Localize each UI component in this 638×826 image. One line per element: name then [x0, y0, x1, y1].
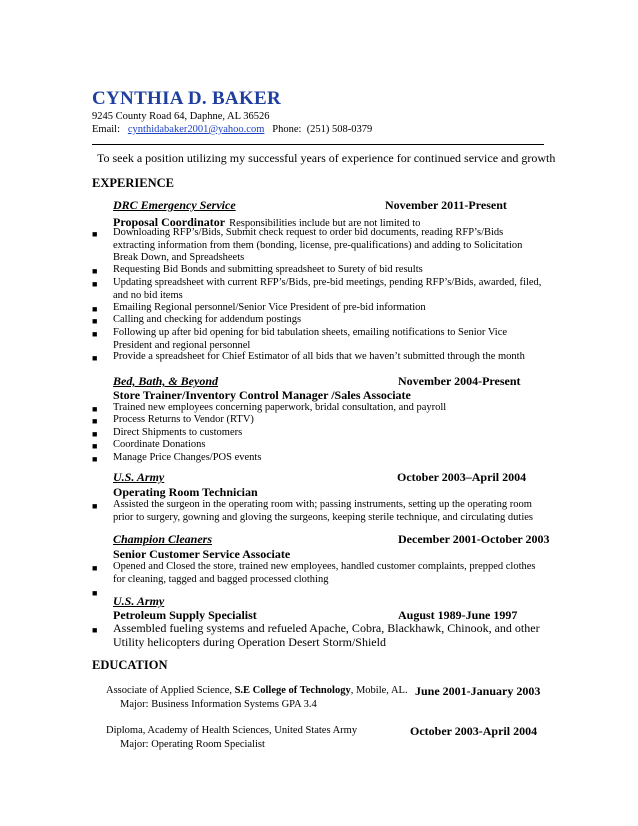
- bullet-icon: ■: [92, 279, 98, 289]
- dates-bbb: November 2004-Present: [398, 374, 521, 388]
- email-link[interactable]: cynthidabaker2001@yahoo.com: [127, 124, 265, 135]
- email-label: Email:: [92, 124, 120, 135]
- title-champion: Senior Customer Service Associate: [113, 547, 291, 561]
- list-item: Assisted the surgeon in the operating room with; passing instruments, setting up the operating room prior to surgery, gowning and gloving the surgeons, keeping sterile technique, and circulating duties: [113, 499, 534, 523]
- dates-army-1: October 2003–April 2004: [397, 470, 527, 484]
- address: 9245 County Road 64, Daphne, AL 36526: [92, 111, 270, 122]
- list-item: Manage Price Changes/POS events: [113, 452, 262, 463]
- experience-heading: EXPERIENCE: [92, 176, 174, 190]
- employer-champion: Champion Cleaners: [113, 532, 213, 546]
- title-bbb: Store Trainer/Inventory Control Manager /Sales Associate: [113, 388, 411, 402]
- phone-number: (251) 508-0379: [306, 124, 373, 135]
- list-item: Opened and Closed the store, trained new employees, handled customer complaints, prepped clothes for cleaning, tagged and bagged processed clothing: [113, 561, 536, 585]
- phone-label: Phone:: [272, 124, 302, 135]
- education-item-2: Diploma, Academy of Health Sciences, United States Army: [106, 725, 358, 736]
- objective: To seek a position utilizing my successful years of experience for continued service and growth: [97, 151, 556, 165]
- dates-army-2: August 1989-June 1997: [398, 608, 518, 622]
- employer-army-2: U.S. Army: [113, 594, 165, 608]
- bullet-icon: ■: [92, 588, 98, 598]
- school: S.E College of Technology: [234, 685, 351, 696]
- title-army-2: Petroleum Supply Specialist: [113, 608, 257, 622]
- employer-bbb: Bed, Bath, & Beyond: [113, 374, 219, 388]
- bullet-icon: ■: [92, 316, 98, 326]
- bullet-icon: ■: [92, 454, 98, 464]
- dates-champion: December 2001-October 2003: [398, 532, 550, 546]
- list-item: Coordinate Donations: [113, 439, 206, 450]
- bullet-icon: ■: [92, 501, 98, 511]
- resume-name: CYNTHIA D. BAKER: [92, 88, 282, 109]
- list-item: Process Returns to Vendor (RTV): [113, 414, 254, 425]
- degree: Associate of Applied Science,: [106, 685, 232, 696]
- header-divider: [92, 144, 544, 145]
- bullet-icon: ■: [92, 329, 98, 339]
- bullet-icon: ■: [92, 625, 98, 635]
- bullet-icon: ■: [92, 441, 98, 451]
- contact-line: [92, 123, 372, 136]
- list-item: Following up after bid opening for bid tabulation sheets, emailing notifications to Senior Vice President and regional personnel: [113, 327, 508, 351]
- job-title-detail: Responsibilities include but are not limited to: [229, 218, 421, 229]
- location: , Mobile, AL.: [350, 685, 408, 696]
- bullet-icon: ■: [92, 429, 98, 439]
- education-item-1: [106, 685, 408, 696]
- education-major-2: Major: Operating Room Specialist: [120, 739, 265, 750]
- employer-drc: DRC Emergency Service: [113, 198, 236, 212]
- title-army-1: Operating Room Technician: [113, 485, 258, 499]
- bullet-icon: ■: [92, 404, 98, 414]
- list-item: Trained new employees concerning paperwork, bridal consultation, and payroll: [113, 402, 447, 413]
- bullet-icon: ■: [92, 353, 98, 363]
- job-title: Proposal Coordinator: [113, 215, 226, 229]
- list-item: Provide a spreadsheet for Chief Estimator of all bids that we haven’t submitted through the month: [113, 351, 525, 362]
- education-dates-1: June 2001-January 2003: [415, 684, 541, 698]
- list-item: Downloading RFP’s/Bids, Submit check request to order bid documents, reading RFP’s/Bids extracting information from them (bonding, license, pre-qualifications) and adding to Solicitation Break Down, and Spreadsheets: [113, 227, 523, 263]
- list-item: Direct Shipments to customers: [113, 427, 243, 438]
- list-item: Requesting Bid Bonds and submitting spreadsheet to Surety of bid results: [113, 264, 423, 275]
- bullet-icon: ■: [92, 266, 98, 276]
- list-item: Emailing Regional personnel/Senior Vice President of pre-bid information: [113, 302, 426, 313]
- bullet-icon: ■: [92, 229, 98, 239]
- employer-army-1: U.S. Army: [113, 470, 165, 484]
- dates-drc: November 2011-Present: [385, 198, 507, 212]
- bullet-icon: ■: [92, 304, 98, 314]
- list-item: Updating spreadsheet with current RFP’s/Bids, pre-bid meetings, pending RFP’s/Bids, awarded, filed, and no bid items: [113, 277, 542, 301]
- education-heading: EDUCATION: [92, 658, 168, 672]
- bullet-icon: ■: [92, 416, 98, 426]
- education-major-1: Major: Business Information Systems GPA 3.4: [120, 699, 317, 710]
- list-item: Assembled fueling systems and refueled Apache, Cobra, Blackhawk, Chinook, and other Utility helicopters during Operation Desert Storm/Shield: [113, 621, 540, 649]
- education-dates-2: October 2003-April 2004: [410, 724, 538, 738]
- list-item: Calling and checking for addendum postings: [113, 314, 302, 325]
- bullet-icon: ■: [92, 563, 98, 573]
